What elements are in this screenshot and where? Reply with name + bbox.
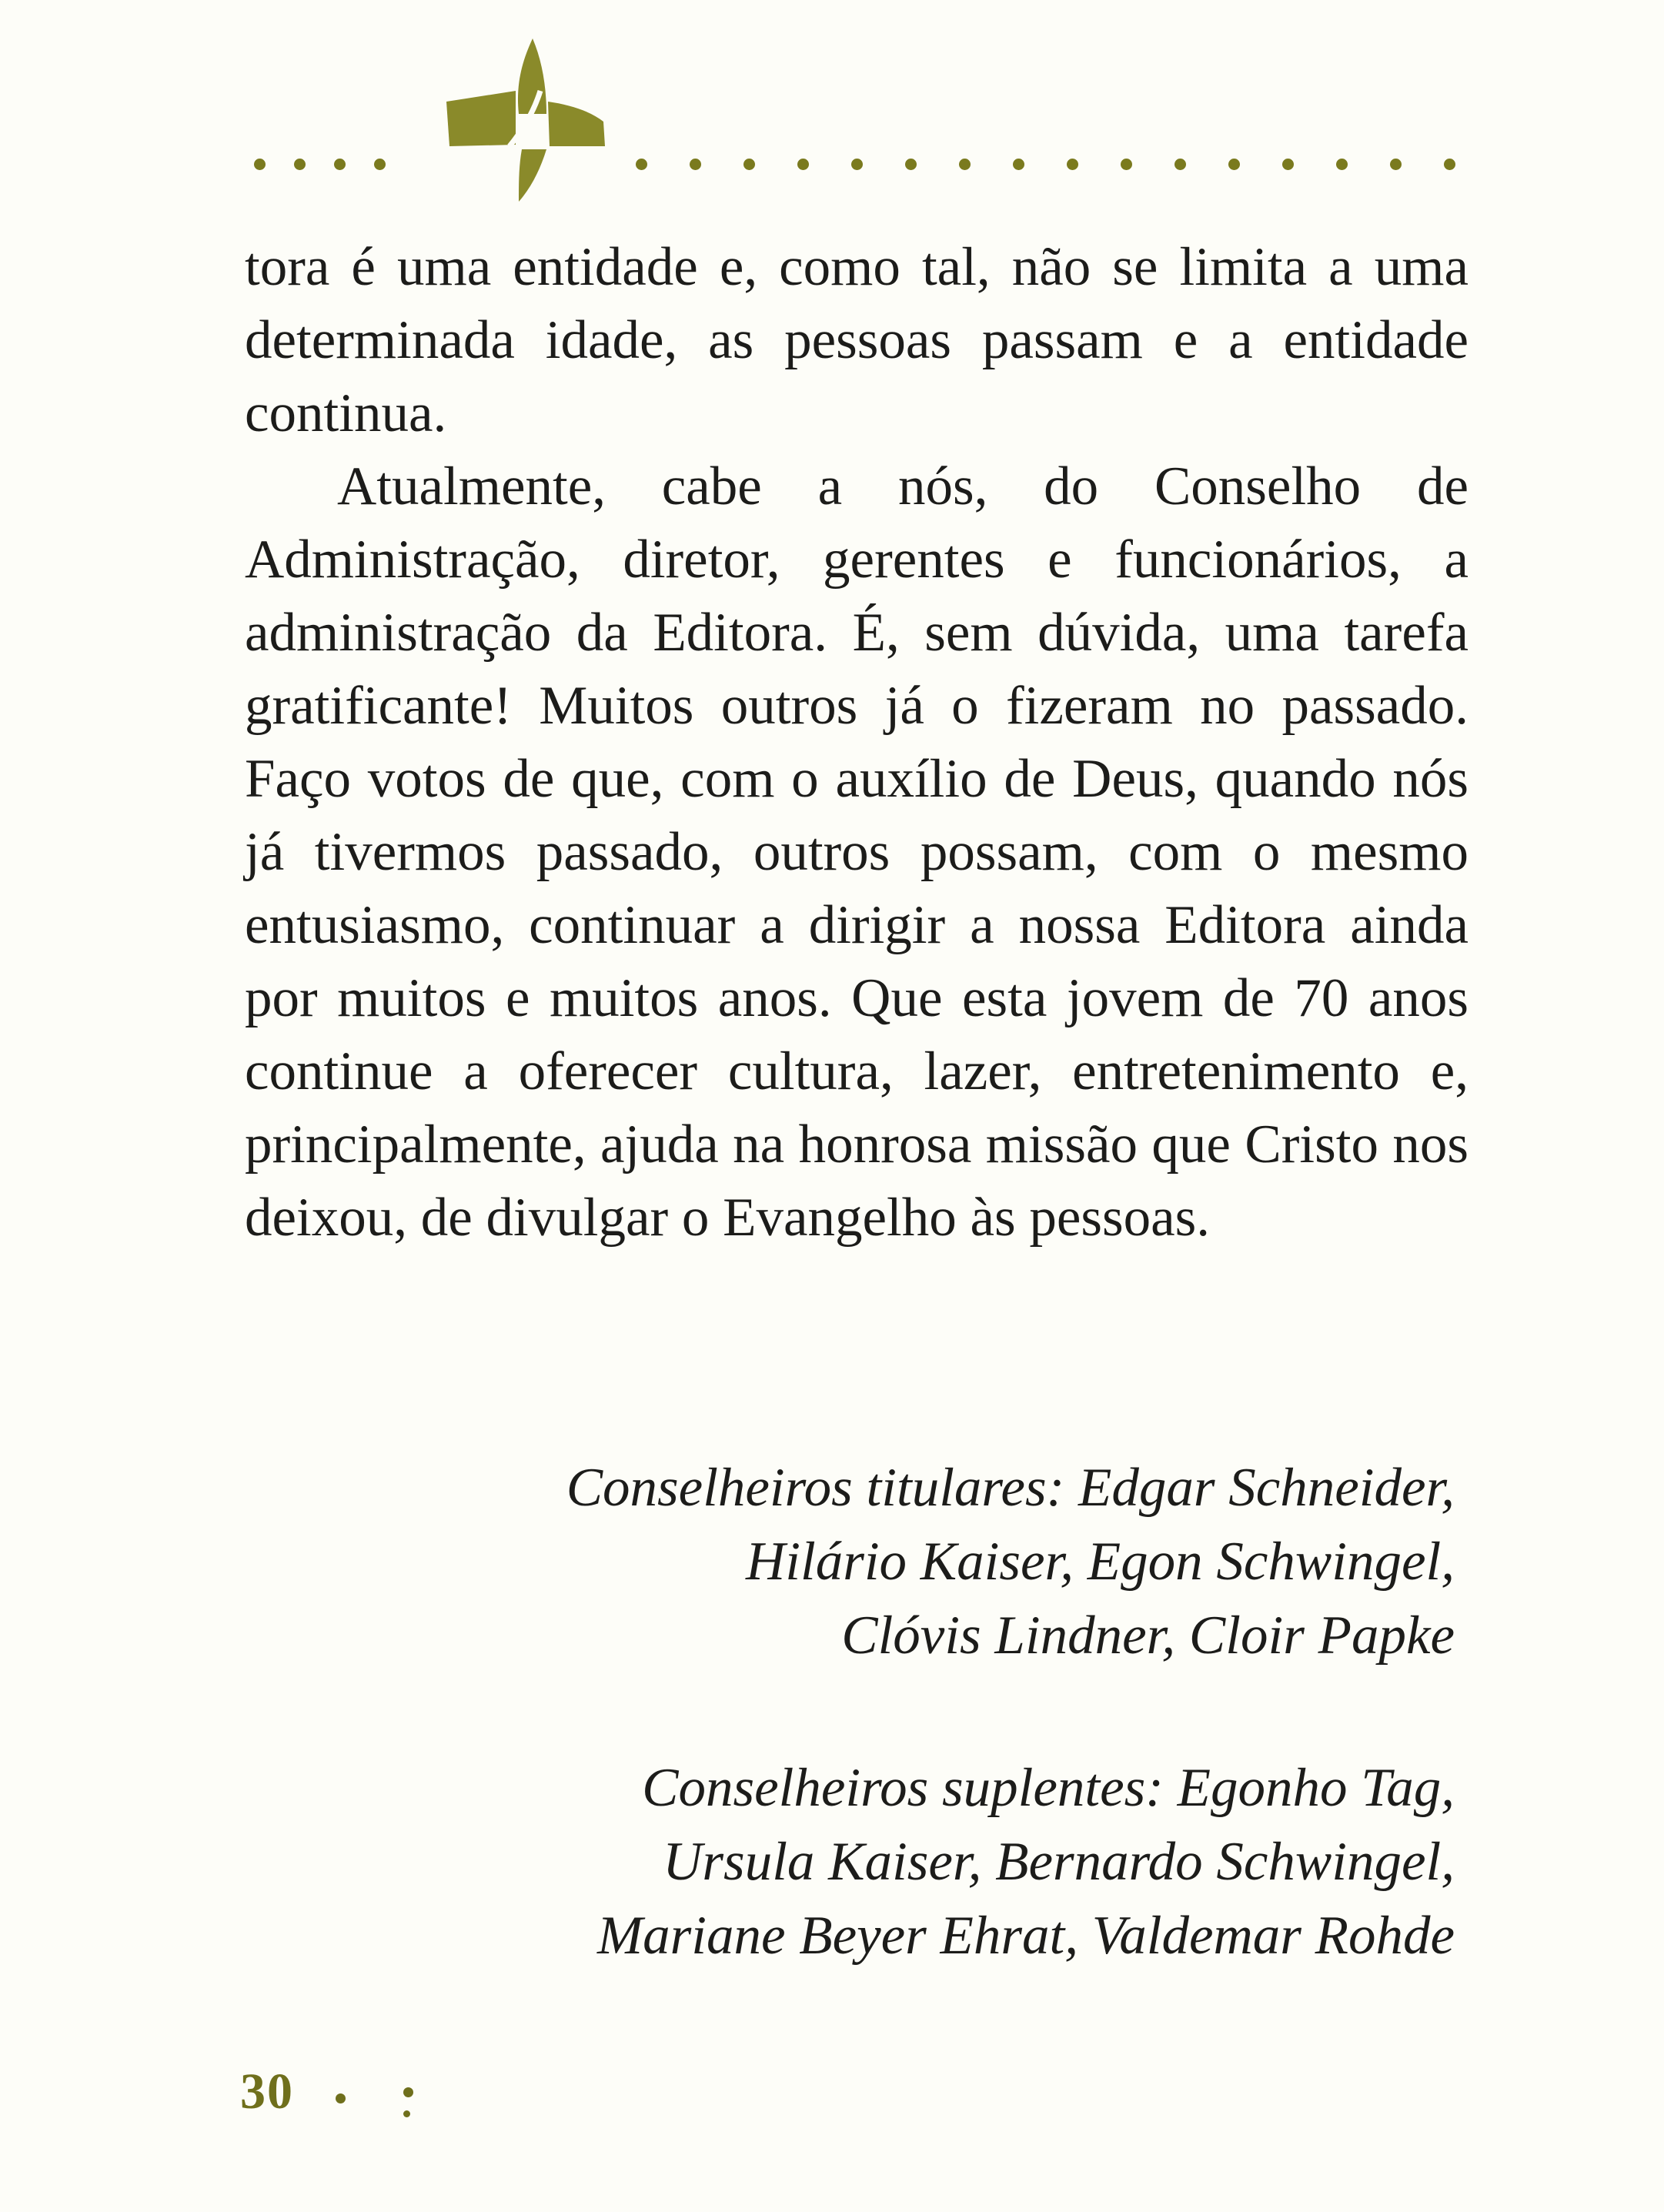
ornament-dot <box>374 159 386 170</box>
ornament-dot <box>1067 159 1078 170</box>
paragraph-2: Atualmente, cabe a nós, do Conselho de Administração, diretor, gerentes e funcionários, a administração da Editora. É, sem dúvida, uma tarefa gratificante! Muitos outros já o fizeram no passado. Faço votos de que, com o auxílio de Deus, quando nós já tivermos passado, outros possam, com o mesmo entusiasmo, continuar a dirigir a nossa Editora ainda por muitos e muitos anos. Que esta jovem de 70 anos continue a oferecer cultura, lazer, entretenimento e, principalmente, ajuda na honrosa missão que Cristo nos deixou, de divulgar o Evangelho às pessoas. <box>245 456 1469 1248</box>
ornament-dot <box>1282 159 1294 170</box>
signature-line: Conselheiros titulares: Edgar Schneider, <box>566 1458 1455 1518</box>
signature-block-titulares <box>245 1451 1455 1672</box>
ornament-dot <box>690 159 701 170</box>
header-ornament <box>254 31 1485 216</box>
ornament-dot <box>1174 159 1186 170</box>
ornament-dot <box>294 159 306 170</box>
footer-dot <box>336 2093 346 2103</box>
page-number: 30 <box>240 2063 294 2120</box>
signature-line: Conselheiros suplentes: Egonho Tag, <box>642 1758 1455 1818</box>
ornament-dot <box>851 159 863 170</box>
paragraph-1: tora é uma entidade e, como tal, não se limita a uma determinada idade, as pessoas passam e a entidade continua. <box>245 237 1469 443</box>
signature-line: Clóvis Lindner, Cloir Papke <box>841 1606 1455 1666</box>
body-text <box>245 231 1469 1255</box>
ornament-dot <box>254 159 266 170</box>
footer-dot <box>403 2087 413 2097</box>
ornament-dot <box>905 159 917 170</box>
ornament-dot <box>1444 159 1455 170</box>
cross-leaf-ornament-icon <box>439 31 616 208</box>
signature-block-suplentes <box>245 1751 1455 1973</box>
ornament-dot <box>797 159 809 170</box>
ornament-dot <box>743 159 755 170</box>
ornament-dot <box>1228 159 1240 170</box>
signature-line: Ursula Kaiser, Bernardo Schwingel, <box>663 1832 1455 1892</box>
ornament-dot <box>1013 159 1024 170</box>
signature-line: Mariane Beyer Ehrat, Valdemar Rohde <box>596 1906 1455 1966</box>
ornament-dot <box>959 159 971 170</box>
ornament-dot <box>1336 159 1348 170</box>
ornament-dot <box>1390 159 1402 170</box>
signature-line: Hilário Kaiser, Egon Schwingel, <box>745 1532 1455 1592</box>
footer-dot <box>403 2110 410 2117</box>
ornament-dot <box>334 159 346 170</box>
ornament-dot <box>636 159 647 170</box>
page-footer <box>240 2063 294 2140</box>
ornament-dot <box>1121 159 1132 170</box>
